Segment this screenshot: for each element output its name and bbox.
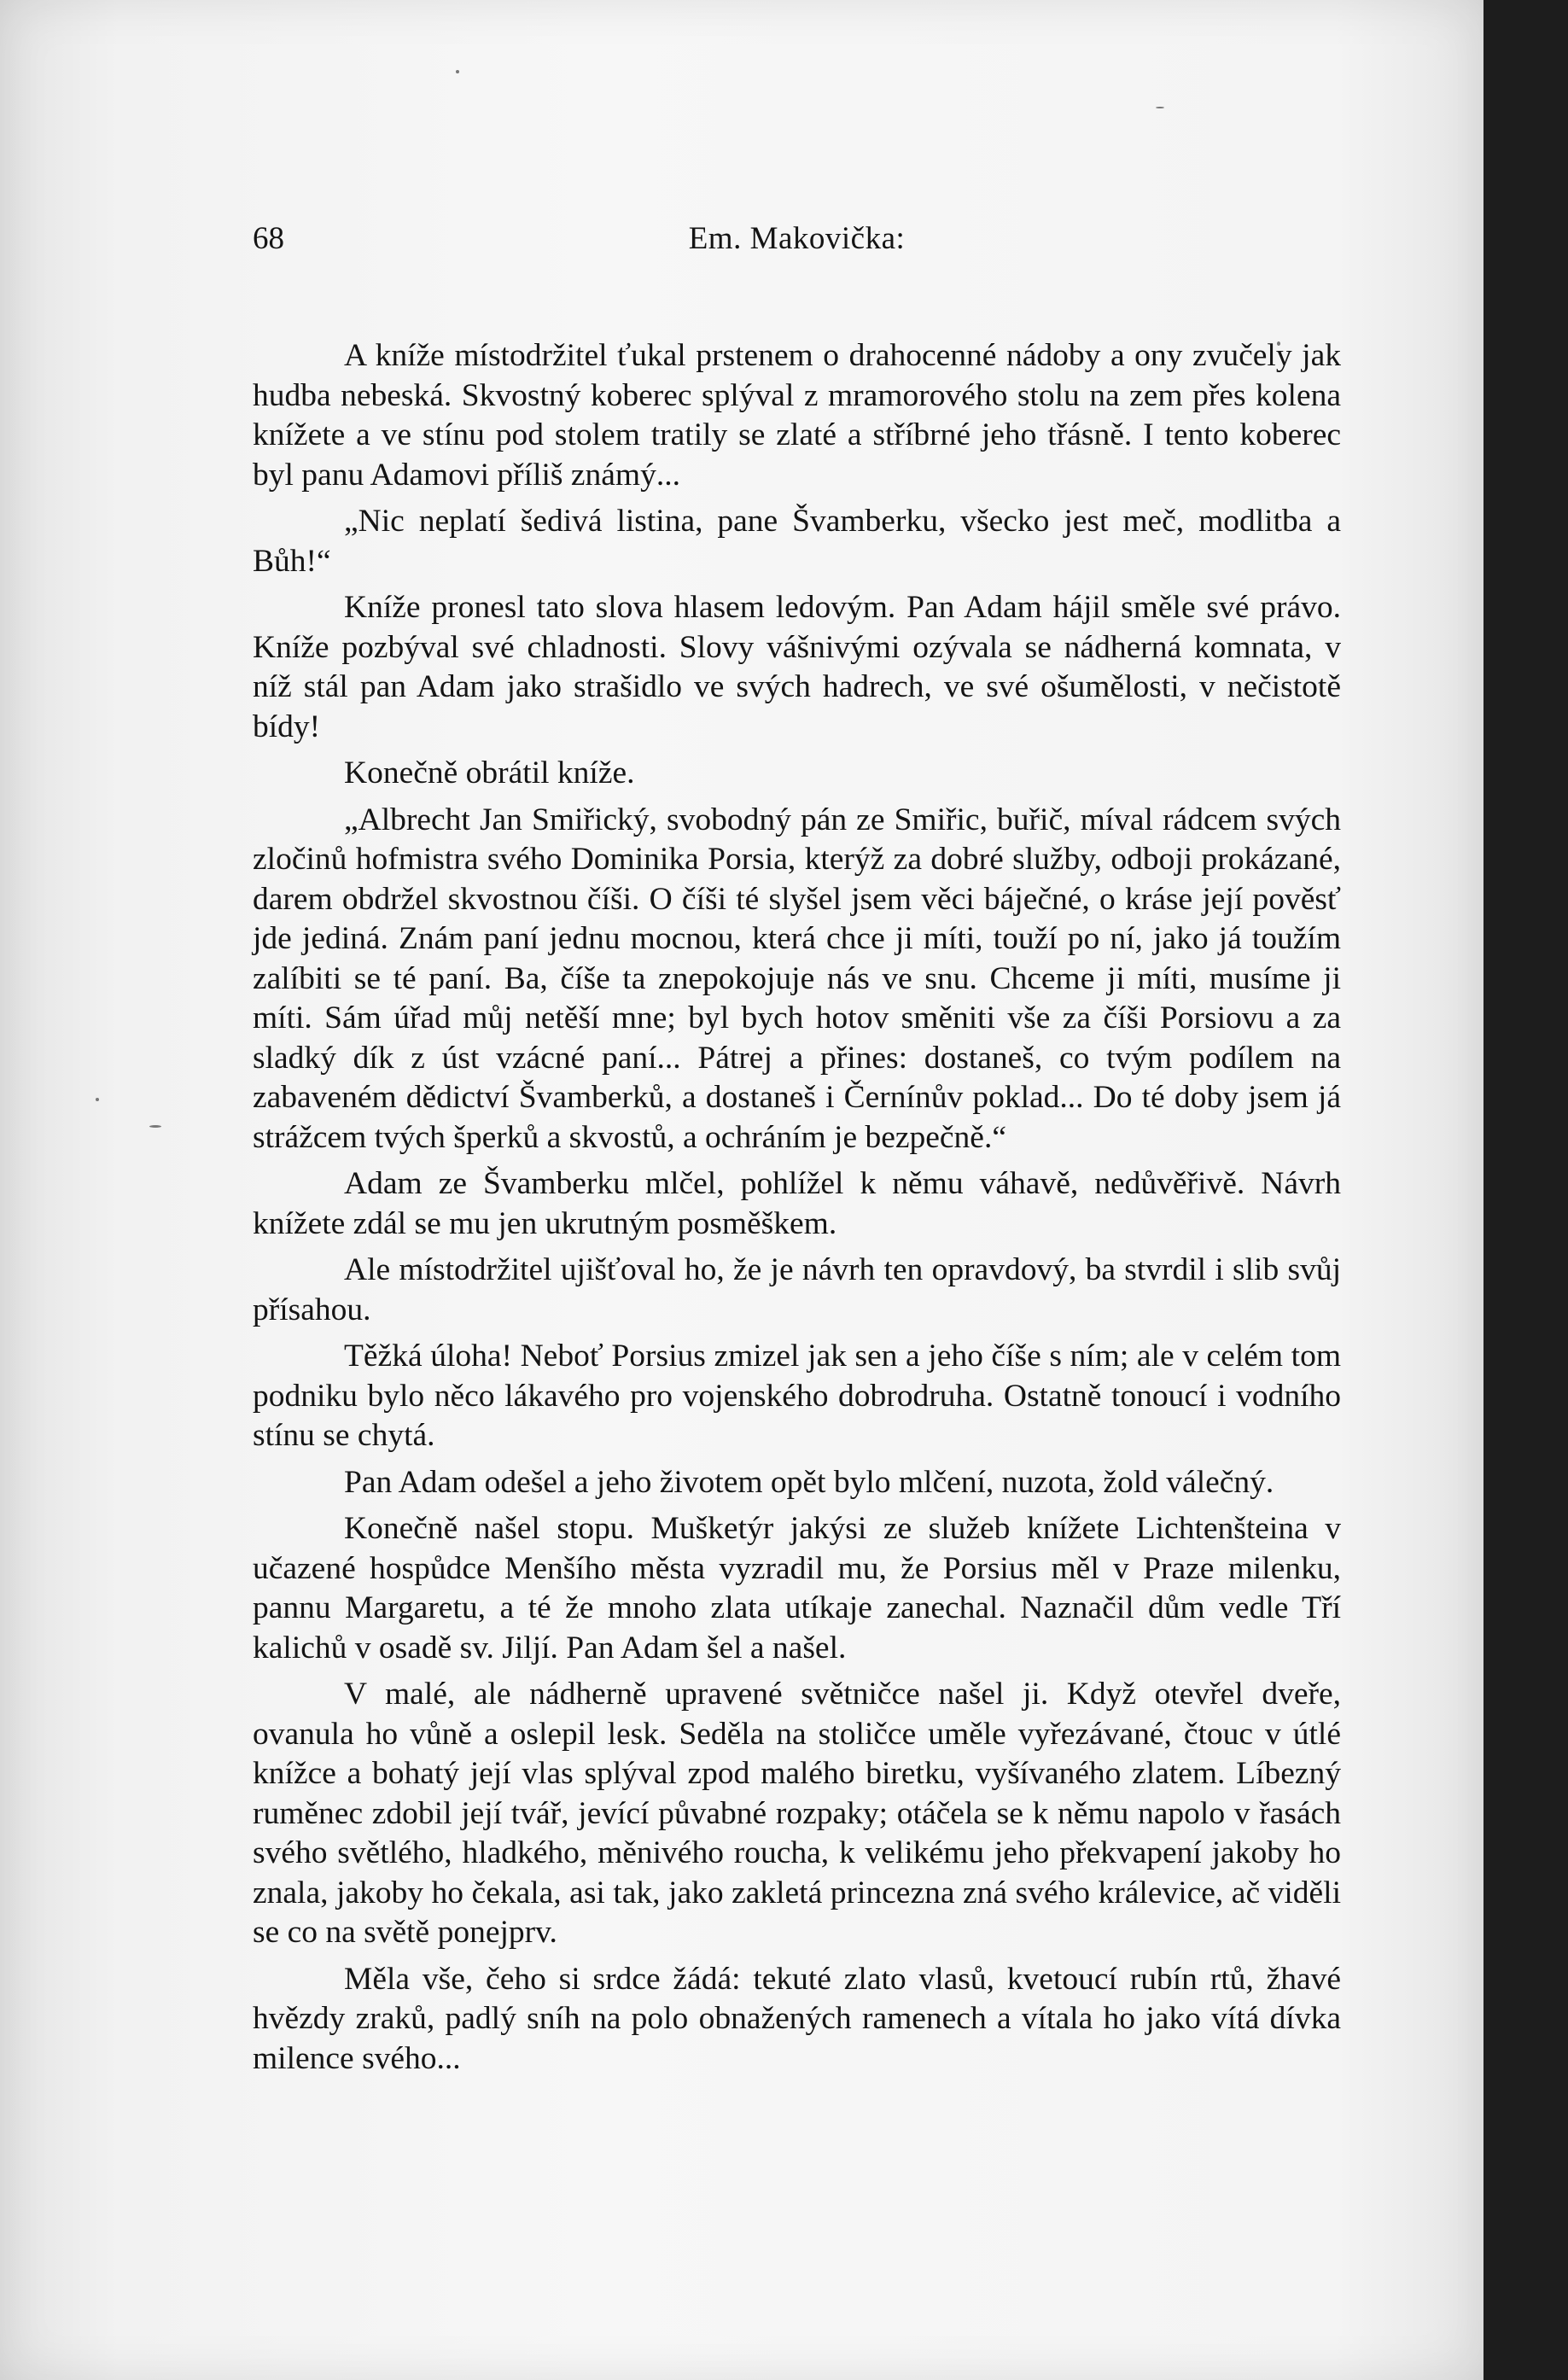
scan-speck <box>96 1098 99 1101</box>
page-header <box>253 213 1341 265</box>
paragraph: Konečně obrátil kníže. <box>344 755 635 790</box>
running-title: Em. Makovička: <box>688 221 906 256</box>
scan-speck <box>456 70 459 73</box>
paragraph: Těžká úloha! Neboť Porsius zmizel jak sen a jeho číše s ním; ale v celém tom podniku bylo něco lákavého pro vojenského dobrodruha. Ostatně tonoucí i vodního stínu se chytá. <box>253 1339 1341 1453</box>
scan-speck <box>149 1125 161 1128</box>
paragraph: A kníže místodržitel ťukal prstenem o drahocenné nádoby a ony zvučely jak hudba nebeská. Skvostný koberec splýval z mramorového stolu na zem přes kolena knížete a ve stínu pod stolem tratily se zlaté a stříbrné jeho třásně. I tento koberec byl panu Adamovi příliš známý... <box>253 338 1341 493</box>
paragraph: Kníže pronesl tato slova hlasem ledovým. Pan Adam hájil směle své právo. Kníže pozbýval své chladnosti. Slovy vášnivými ozývala se nádherná komnata, v níž stál pan Adam jako strašidlo ve svých hadrech, ve své ošumělosti, v nečistotě bídy! <box>253 590 1341 744</box>
page-text-block <box>253 213 1341 2085</box>
paragraph: Pan Adam odešel a jeho životem opět bylo mlčení, nuzota, žold válečný. <box>344 1464 1274 1500</box>
scan-speck <box>1156 107 1164 108</box>
paragraph: Ale místodržitel ujišťoval ho, že je návrh ten opravdový, ba stvrdil i slib svůj přísahou. <box>253 1252 1341 1327</box>
body-text <box>253 336 1341 2079</box>
paragraph: Adam ze Švamberku mlčel, pohlížel k němu váhavě, nedůvěřivě. Návrh knížete zdál se mu jen ukrutným posměškem. <box>253 1166 1341 1241</box>
paragraph: V malé, ale nádherně upravené světničce našel ji. Když otevřel dveře, ovanula ho vůně a oslepil lesk. Seděla na stoličce uměle vyřezávané, čtouc v útlé knížce a bohatý její vlas splýval zpod malého biretku, vyšívaného zlatem. Líbezný ruměnec zdobil její tvář, jevící půvabné rozpaky; otáčela se k němu napolo v řasách svého světlého, hladkého, měnivého roucha, k velikému jeho překvapení jakoby ho znala, jakoby ho čekala, asi tak, jako zakletá princezna zná svého králevice, ač viděli se co na světě ponejprv. <box>253 1677 1341 1950</box>
paragraph: Konečně našel stopu. Mušketýr jakýsi ze služeb knížete Lichtenšteina v učazené hospůdce Menšího města vyzradil mu, že Porsius měl v Praze milenku, pannu Margaretu, a té že mnoho zlata utíkaje zanechal. Naznačil dům vedle Tří kalichů v osadě sv. Jiljí. Pan Adam šel a našel. <box>253 1511 1341 1665</box>
paragraph: Měla vše, čeho si srdce žádá: tekuté zlato vlasů, kvetoucí rubín rtů, žhavé hvězdy zraků, padlý sníh na polo obnažených ramenech a vítala ho jako vítá dívka milence svého... <box>253 1961 1341 2076</box>
page-number: 68 <box>253 221 284 256</box>
paragraph: „Albrecht Jan Smiřický, svobodný pán ze Smiřic, buřič, míval rádcem svých zločinů hofmistra svého Dominika Porsia, kterýž za dobré služby, odboji prokázané, darem obdržel skvostnou číši. O číši té slyšel jsem věci báječné, o kráse její pověsť jde jediná. Znám paní jednu mocnou, která chce ji míti, touží po ní, jako já toužím zalíbiti se té paní. Ba, číše ta znepokojuje nás ve snu. Chceme ji míti, musíme ji míti. Sám úřad můj netěší mne; byl bych hotov směniti vše za číši Porsiovu a za sladký dík z úst vzácné paní... Pátrej a přines: dostaneš, co tvým podílem na zabaveném dědictví Švamberků, a dostaneš i Černínův poklad... Do té doby jsem já strážcem tvých šperků a skvostů, a ochráním je bezpečně.“ <box>253 802 1341 1155</box>
paragraph: „Nic neplatí šedivá listina, pane Švamberku, všecko jest meč, modlitba a Bůh!“ <box>253 504 1341 579</box>
